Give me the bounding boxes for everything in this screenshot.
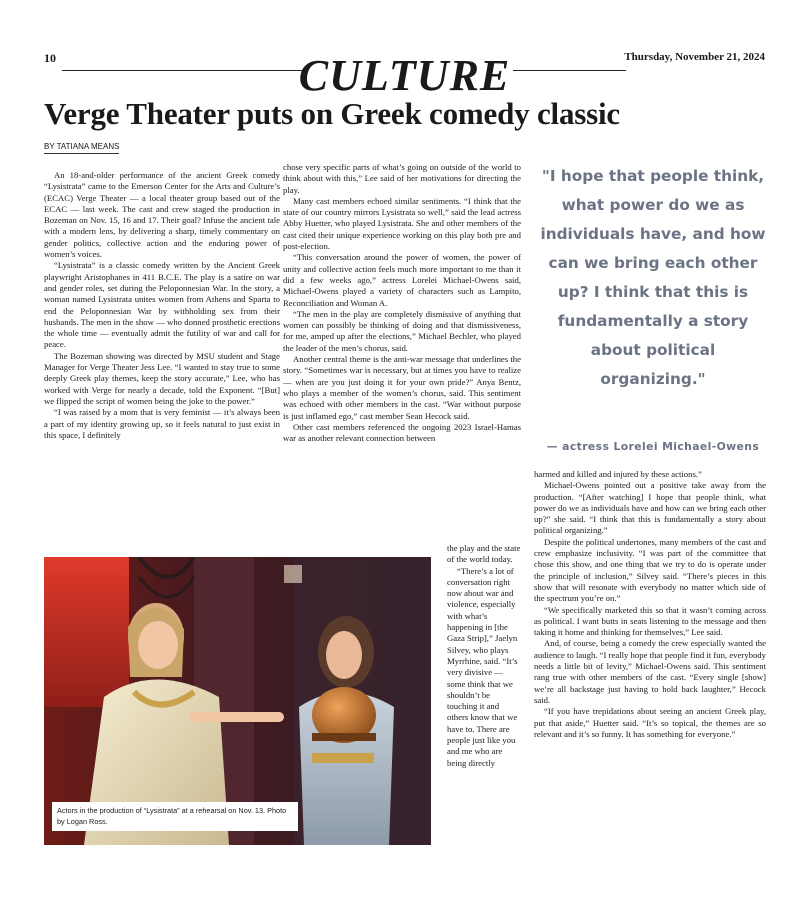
pull-quote-attribution: — actress Lorelei Michael-Owens bbox=[546, 440, 760, 453]
paragraph: “There’s a lot of conversation right now about war and violence, especially with what’s happening in [the Gaza Strip],” Jaelyn Silvey, who plays Myrrhine, said. “It’s very divisive — some think that we shouldn’t be touching it and others know that we have to. There are people just like you and me who are being directly bbox=[447, 565, 518, 768]
paragraph: the play and the state of the world today. bbox=[447, 543, 521, 565]
paragraph: Michael-Owens pointed out a positive take away from the production. “[After watching] I hope that people think, what power do we as individuals have and how can we bring each other up?” she said. “I think that this is fundamentally a story about political organizing.” bbox=[534, 480, 766, 536]
paragraph: Despite the political undertones, many members of the cast and crew emphasize inclusivity. “I was part of the committee that chose this show, and one thing that we try to do is operate under the principle of inclusion,” Silvey said. “There’s pieces in this show that will resonate with everybody no matter which side of the spectrum you’re on.” bbox=[534, 536, 766, 604]
article-column-3 bbox=[534, 469, 766, 740]
paragraph: Another central theme is the anti-war message that underlines the story. “Sometimes war is necessary, but at times you have to realize — when are you just doing it for your own pride?” Anya Bentz, who plays a member of the women’s chorus, said. This sentiment was echoed with other members in the cast. “War without purpose is just inflamed ego,” cast member Sean Hecock said. bbox=[283, 354, 521, 421]
paragraph: chose very specific parts of what’s going on outside of the world to think about with this,” Lee said of her motivations for directing the play. bbox=[283, 162, 521, 195]
paragraph: An 18-and-older performance of the ancient Greek comedy “Lysistrata” came to the Emerson Center for the Arts and Culture’s (ECAC) Verge Theater — a local theater group based out of the ECAC — last week. The cast and crew staged the production in Bozeman on Nov. 15, 16 and 17. Their goal? Infuse the ancient tale with a modern lens, by delivering a sharp, timely commentary on gender politics, collective action and the enduring power of women’s voices. bbox=[44, 170, 280, 260]
pull-quote: "I hope that people think, what power do we as individuals have, and how can we bring each other up? I think that this is fundamentally a story about political organizing." bbox=[540, 167, 766, 388]
paragraph: “If you have trepidations about seeing an ancient Greek play, put that aside,” Huetter said. “It’s so topical, the themes are so relevant and it’s so funny. It has something for everyone.” bbox=[534, 706, 766, 739]
paragraph: Many cast members echoed similar sentiments. “I think that the state of our country mirrors Lysistrata so well,” said the lead actress Abby Huetter, who played Lysistrata. She and other members of the cast cited their unique experience working on this play both pre and post-election. bbox=[283, 195, 521, 252]
article-column-1 bbox=[44, 170, 280, 441]
issue-date: Thursday, November 21, 2024 bbox=[624, 51, 765, 63]
article-column-2 bbox=[283, 162, 521, 444]
byline: BY TATIANA MEANS bbox=[44, 142, 119, 154]
section-title: CULTURE bbox=[298, 51, 511, 100]
photo-caption: Actors in the production of “Lysistrata” at a rehearsal on Nov. 13. Photo by Logan Ross. bbox=[52, 802, 298, 831]
article-column-2-narrow bbox=[447, 543, 521, 769]
paragraph: “We specifically marketed this so that it wasn’t coming across as political. I want butts in seats listening to the message and then taking it home and thinking for themselves,” Lee said. bbox=[534, 604, 766, 638]
paragraph: Other cast members referenced the ongoing 2023 Israel-Hamas war as another relevant connection between bbox=[283, 421, 521, 444]
paragraph: “The men in the play are completely dismissive of anything that women can possibly be thinking of doing and that dismissiveness, for me, amped up after the elections,” Michael Bechler, who played the leader of the men’s chorus, said. bbox=[283, 308, 521, 353]
headline: Verge Theater puts on Greek comedy classic bbox=[44, 96, 620, 131]
paragraph: The Bozeman showing was directed by MSU student and Stage Manager for Verge Theater Jess Lee. “I wanted to stay true to some deeply Greek play themes, keep the story accurate,” Lee, who has worked with Verge for nearly a decade, told the Exponent. “[But] we flipped the script of women being the joke to the power.” bbox=[44, 350, 280, 406]
paragraph: harmed and killed and injured by these actions.” bbox=[534, 469, 702, 479]
paragraph: “I was raised by a mom that is very feminist — it’s always been a part of my identity growing up, so it feels natural to just exist in this space, I definitely bbox=[44, 407, 280, 440]
paragraph: “Lysistrata” is a classic comedy written by the Ancient Greek playwright Aristophanes in 411 B.C.E. The play is a satire on war and gender roles, set during the Peloponnesian War. In the story, a woman named Lysistrata unites women from Athens and Sparta to end the Peloponnesian War by withholding sex from their husbands. The men in the show — who donned prosthetic erections the whole time — eventually admit the futility of war and call for peace. bbox=[44, 260, 280, 350]
paragraph: And, of course, being a comedy the crew especially wanted the audience to laugh. “I really hope that people find it fun, everybody needs a little bit of levity,” Michael-Owens said. This sentiment rang true with other members of the cast. “Every single [show] we’re all backstage just having to hold back laughter,” Hecock said. bbox=[534, 638, 766, 705]
page-number: 10 bbox=[44, 51, 56, 65]
paragraph: “This conversation around the power of women, the power of unity and collective action feels much more important to me than it did a few weeks ago,” actress Lorelei Michael-Owens said, Michael-Owens played a variety of characters such as Lampito, Reconciliation and Woman A. bbox=[283, 252, 521, 308]
